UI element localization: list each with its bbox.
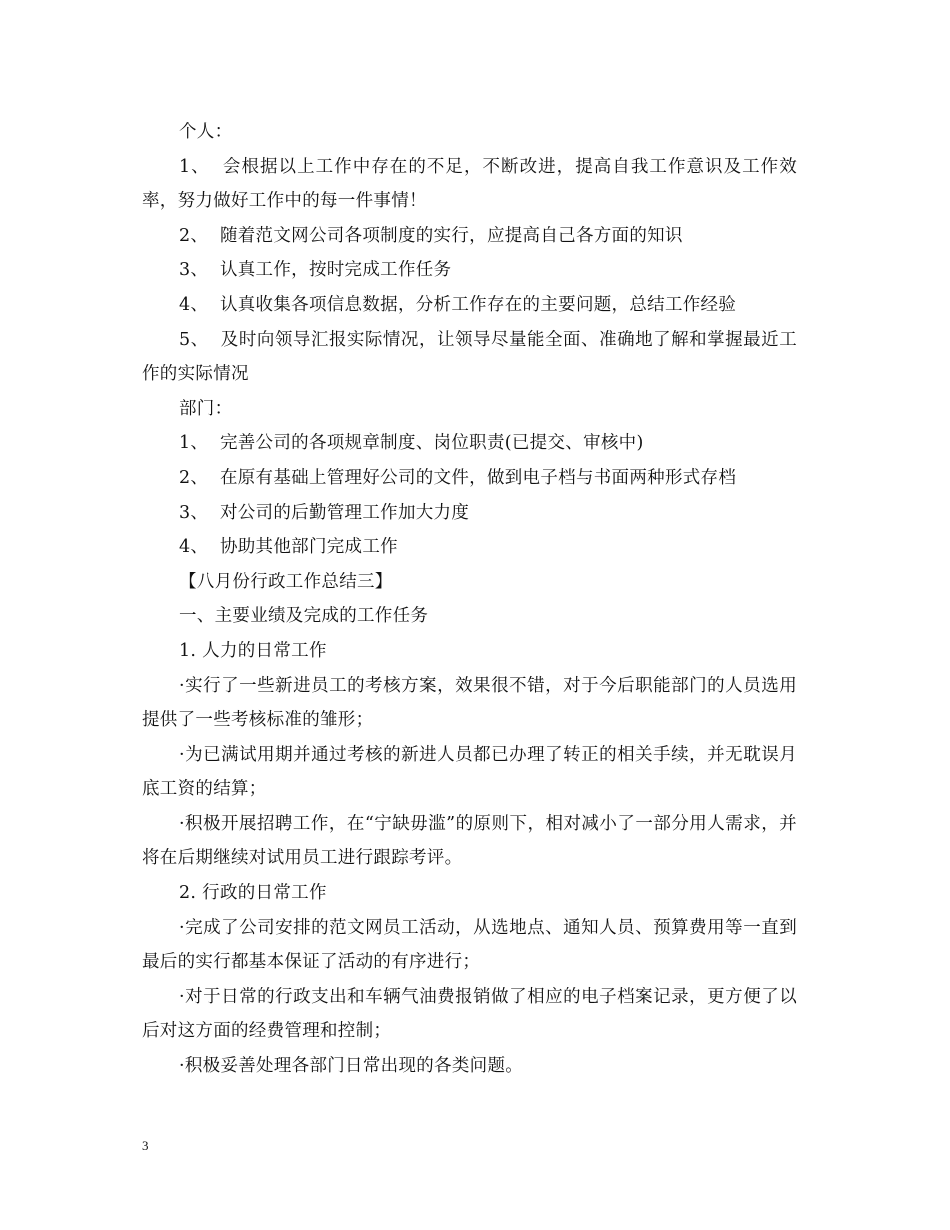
section-heading-achievements: 一、主要业绩及完成的工作任务 <box>179 606 429 627</box>
list-item: 4、 协助其他部门完成工作 <box>179 537 398 558</box>
list-item: 3、 认真工作，按时完成工作任务 <box>179 260 452 281</box>
list-item: 1、 会根据以上工作中存在的不足，不断改进，提高自我工作意识及工作效率，努力做好工作中的每一件事情！ <box>142 156 797 212</box>
list-item: 4、 认真收集各项信息数据，分析工作存在的主要问题，总结工作经验 <box>179 294 737 315</box>
summary-title: 【八月份行政工作总结三】 <box>179 571 393 592</box>
subsection-heading-hr: 1. 人力的日常工作 <box>179 640 327 661</box>
section-heading-personal: 个人： <box>179 122 233 142</box>
subsection-heading-admin: 2. 行政的日常工作 <box>179 883 327 904</box>
page-number: 3 <box>142 1138 149 1153</box>
bullet-item: ·积极开展招聘工作，在“宁缺毋滥”的原则下，相对减小了一部分用人需求，并将在后期继续对试用员工进行跟踪考评。 <box>142 813 797 869</box>
list-item: 2、 在原有基础上管理好公司的文件，做到电子档与书面两种形式存档 <box>179 467 737 488</box>
bullet-item: ·为已满试用期并通过考核的新进人员都已办理了转正的相关手续，并无耽误月底工资的结算； <box>142 744 797 800</box>
list-item: 1、 完善公司的各项规章制度、岗位职责(已提交、审核中) <box>179 433 644 454</box>
bullet-item: ·对于日常的行政支出和车辆气油费报销做了相应的电子档案记录，更方便了以后对这方面的经费管理和控制； <box>142 986 797 1042</box>
bullet-item: ·完成了公司安排的范文网员工活动，从选地点、通知人员、预算费用等一直到最后的实行都基本保证了活动的有序进行； <box>142 917 797 973</box>
list-item: 2、 随着范文网公司各项制度的实行，应提高自己各方面的知识 <box>179 225 683 246</box>
list-item: 5、 及时向领导汇报实际情况，让领导尽量能全面、准确地了解和掌握最近工作的实际情况 <box>142 329 797 385</box>
document-body <box>142 115 797 1084</box>
list-item: 3、 对公司的后勤管理工作加大力度 <box>179 502 470 523</box>
bullet-item: ·积极妥善处理各部门日常出现的各类问题。 <box>179 1056 524 1077</box>
section-heading-department: 部门： <box>179 398 233 419</box>
bullet-item: ·实行了一些新进员工的考核方案，效果很不错，对于今后职能部门的人员选用提供了一些考核标准的雏形； <box>142 675 797 731</box>
